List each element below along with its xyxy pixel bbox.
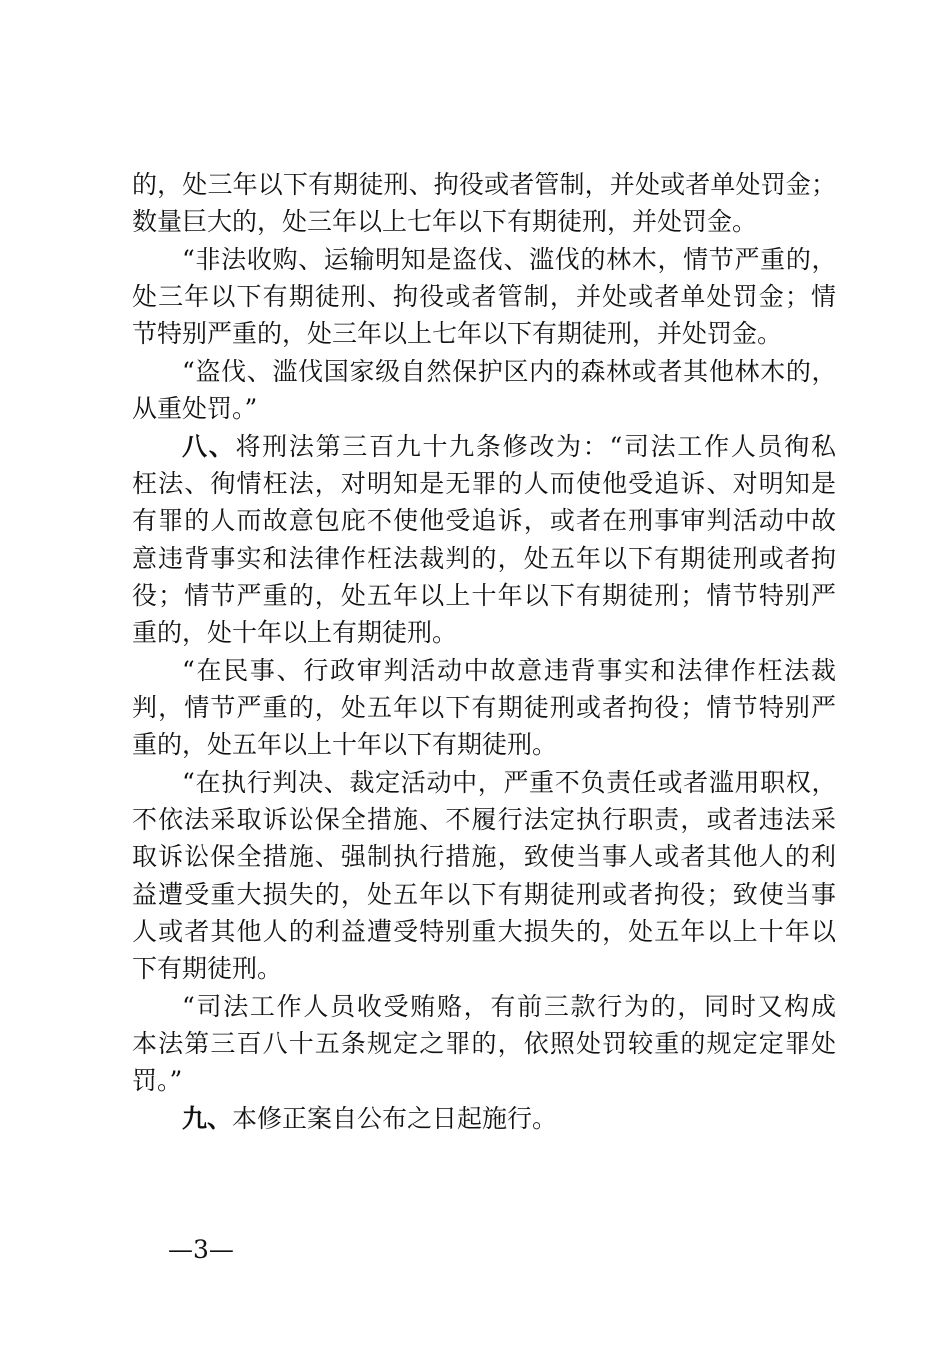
paragraph-first-line: “司法工作人员收受贿赂，有前三款行为的，同时又构成 [182,992,836,1021]
body-line: 节特别严重的，处三年以上七年以下有期徒刑，并处罚金。 [132,319,783,348]
page-number: —3— [168,1235,234,1264]
body-line: 益遭受重大损失的，处五年以下有期徒刑或者拘役；致使当事 [132,880,836,909]
paragraph-first-line: “在民事、行政审判活动中故意违背事实和法律作枉法裁 [182,656,836,685]
paragraph-first-line: “在执行判决、裁定活动中，严重不负责任或者滥用职权， [182,768,836,797]
body-line: 数量巨大的，处三年以上七年以下有期徒刑，并处罚金。 [132,207,758,236]
body-line: 罚。” [132,1066,183,1095]
body-line: 从重处罚。” [132,394,258,423]
article-eight-number: 八、 [182,432,236,461]
article-nine-number: 九、 [182,1104,233,1133]
body-line: 人或者其他人的利益遭受特别重大损失的，处五年以上十年以 [132,917,836,946]
body-line: 役；情节严重的，处五年以上十年以下有期徒刑；情节特别严 [132,581,836,610]
body-line: 不依法采取诉讼保全措施、不履行法定执行职责，或者违法采 [132,805,836,834]
body-line: 下有期徒刑。 [132,954,283,983]
article-nine-text: 本修正案自公布之日起施行。 [232,1104,558,1133]
body-line: 本法第三百八十五条规定之罪的，依照处罚较重的规定定罪处 [132,1029,836,1058]
body-line: 处三年以下有期徒刑、拘役或者管制，并处或者单处罚金；情 [132,282,836,311]
article-nine-line [182,1101,836,1137]
body-line: 意违背事实和法律作枉法裁判的，处五年以下有期徒刑或者拘 [132,544,836,573]
body-line: 取诉讼保全措施、强制执行措施，致使当事人或者其他人的利 [132,842,836,871]
body-line: 有罪的人而故意包庇不使他受追诉，或者在刑事审判活动中故 [132,506,836,535]
body-line: 枉法、徇情枉法，对明知是无罪的人而使他受追诉、对明知是 [132,469,836,498]
paragraph-first-line: “盗伐、滥伐国家级自然保护区内的森林或者其他林木的， [182,357,836,386]
body-line: 的，处三年以下有期徒刑、拘役或者管制，并处或者单处罚金； [132,170,836,199]
article-eight-text: 将刑法第三百九十九条修改为：“司法工作人员徇私 [235,432,836,461]
body-line: 重的，处五年以上十年以下有期徒刑。 [132,730,558,759]
body-line: 重的，处十年以上有期徒刑。 [132,618,458,647]
article-eight-first-line [182,429,836,465]
paragraph-first-line: “非法收购、运输明知是盗伐、滥伐的林木，情节严重的， [182,245,836,274]
body-line: 判，情节严重的，处五年以下有期徒刑或者拘役；情节特别严 [132,693,836,722]
